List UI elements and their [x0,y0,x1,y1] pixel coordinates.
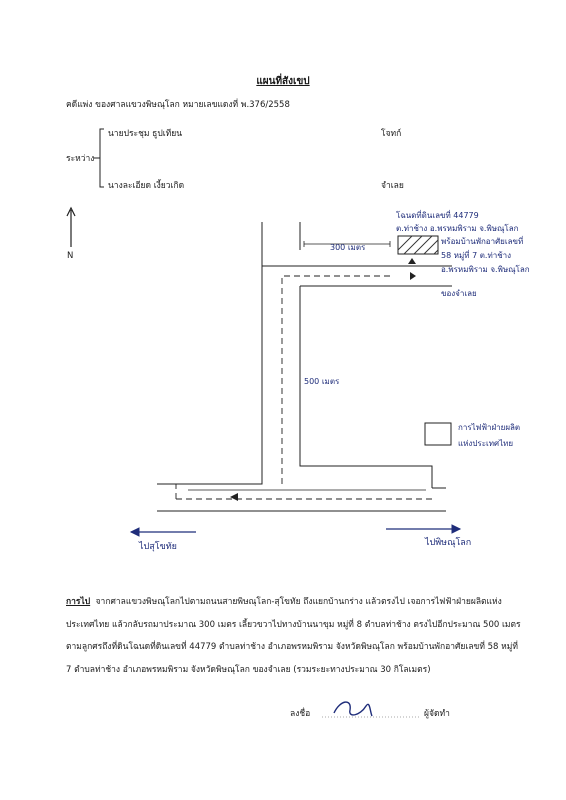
land-plot [398,236,438,254]
directions-text: จากศาลแขวงพิษณุโลกไปตามถนนสายพิษณุโลก-สุโขทัย ถึงแยกบ้านกร่าง แล้วตรงไป เจอการไฟฟ้าฝ่ายผลิตแห่งประเทศไทย แล้วกลับรถมาประมาณ 300 เมตร เลี้ยวขวาไปทางบ้านนาขุม หมู่ที่ 8 ตำบลท่าช้าง ตรงไปอีกประมาณ 500 เมตร ตามลูกศรถึงที่ดินโฉนดที่ดินเลขที่ 44779 ตำบลท่าช้าง อำเภอพรหมพิราม จังหวัดพิษณุโลก พร้อมบ้านพักอาศัยเลขที่ 58 หมู่ที่ 7 ตำบลท่าช้าง อำเภอพรหมพิราม จังหวัดพิษณุโลก ของจำเลย (รวมระยะทางประมาณ 30 กิโลเมตร) [66,597,521,675]
signer-role: ผู้จัดทำ [424,709,450,719]
plaintiff-role: โจทก์ [381,129,402,139]
pea-label-line1: การไฟฟ้าฝ่ายผลิต [458,423,521,432]
case-line: คดีแพ่ง ของศาลแขวงพิษณุโลก หมายเลขแดงที่ พ.376/2558 [66,100,290,110]
directions-paragraph [66,591,526,681]
north-arrow-icon [67,208,75,247]
directions-heading: การไป [66,597,91,607]
house-address-note: 58 หมู่ที่ 7 ต.ท่าช้าง [441,251,512,260]
party-bracket [94,129,104,187]
house-district-note: อ.พรหมพิราม จ.พิษณุโลก [441,265,530,274]
plaintiff-name: นายประชุม ธูปเทียน [108,129,183,139]
to-sukhothai-label: ไปสุโขทัย [139,542,177,552]
left-direction-arrow-icon [131,528,196,536]
owner-note: ของจำเลย [441,289,477,298]
right-direction-arrow-icon [386,525,460,533]
roads [157,222,452,511]
house-label-note: พร้อมบ้านพักอาศัยเลขที่ [441,237,524,246]
land-location-note: ต.ท่าช้าง อ.พรหมพิราม จ.พิษณุโลก [396,224,519,233]
land-title-note: โฉนดที่ดินเลขที่ 44779 [396,211,479,220]
north-label: N [67,251,74,261]
to-phitsanulok-label: ไปพิษณุโลก [425,538,472,548]
defendant-name: นางละเอียด เงี้ยวเกิด [108,181,185,191]
defendant-role: จำเลย [381,181,404,191]
pea-label-line2: แห่งประเทศไทย [458,439,514,448]
between-label: ระหว่าง [66,154,95,164]
long-distance-label: 500 เมตร [304,377,340,386]
sign-label: ลงชื่อ [290,709,311,719]
pea-building [425,423,451,445]
page-title: แผนที่สังเขป [256,76,310,87]
short-distance-label: 300 เมตร [330,243,366,252]
signature-mark [334,702,372,716]
